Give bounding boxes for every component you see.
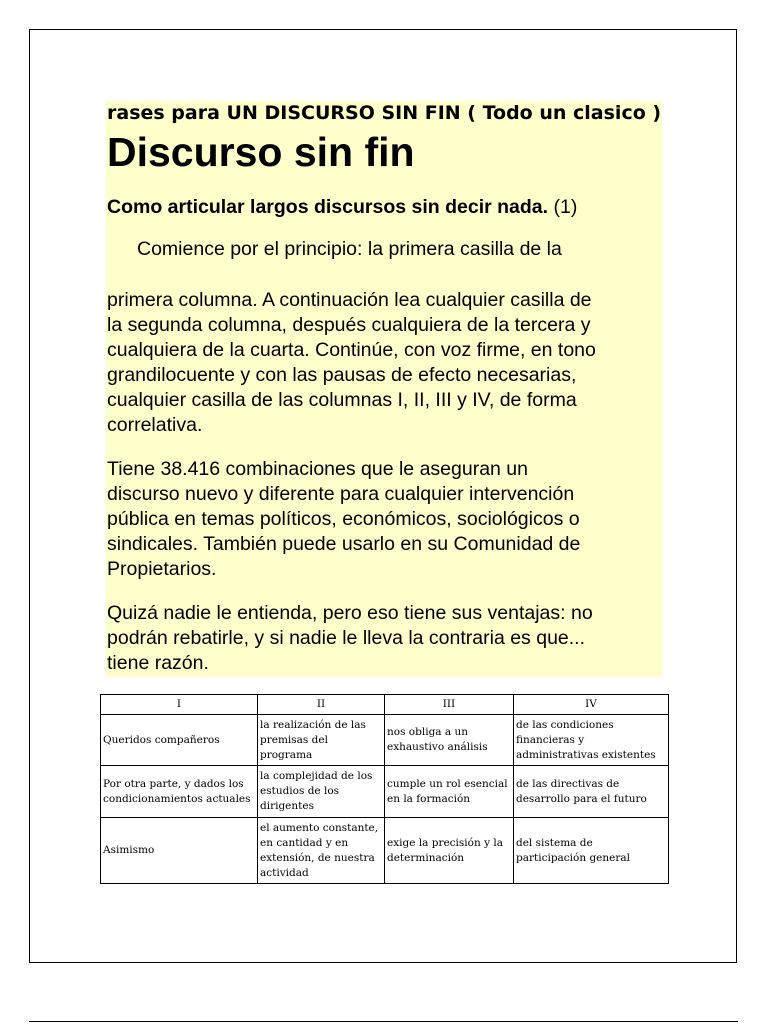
table-cell: Asimismo [101,818,258,884]
table-cell: cumple un rol esencial en la formación [385,766,514,818]
column-header: I [101,695,258,715]
paragraph-line: Quizá nadie le entienda, pero eso tiene sus ventajas: no [107,602,593,624]
paragraph-line: la segunda columna, después cualquiera de la tercera y [107,314,591,336]
paragraph-line: Propietarios. [107,558,217,580]
paragraph-line: cualquiera de la cuarta. Continúe, con voz firme, en tono [107,339,596,361]
table-cell: la complejidad de los estudios de los dirigentes [258,766,385,818]
discourse-table [100,694,669,884]
table-row [101,715,669,766]
paragraph-line: tiene razón. [107,652,209,674]
pretitle: rases para UN DISCURSO SIN FIN ( Todo un clasico ) [107,102,662,124]
paragraph-line: pública en temas políticos, económicos, sociológicos o [107,508,580,530]
table-cell: de las condiciones financieras y administrativas existentes [514,715,669,766]
paragraph-line: cualquier casilla de las columnas I, II, III y IV, de forma [107,389,577,411]
paragraph-line: sindicales. También puede usarlo en su Comunidad de [107,533,581,555]
paragraph-line: discurso nuevo y diferente para cualquier intervención [107,483,575,505]
column-header: IV [514,695,669,715]
paragraph-line: primera columna. A continuación lea cualquier casilla de [107,289,592,311]
table-cell: la realización de las premisas del programa [258,715,385,766]
table-row [101,766,669,818]
intro-paragraph: Comience por el principio: la primera casilla de la [137,238,562,260]
footnote-marker: (1) [553,196,578,218]
table-header-row [101,695,669,715]
paragraph-line: grandilocuente y con las pausas de efecto necesarias, [107,364,577,386]
paragraph-instructions [107,288,663,438]
paragraph-line: correlativa. [107,414,203,436]
table-row [101,818,669,884]
paragraph-line: Tiene 38.416 combinaciones que le aseguran un [107,458,528,480]
table-cell: de las directivas de desarrollo para el futuro [514,766,669,818]
table-cell: Queridos compañeros [101,715,258,766]
table-cell: exige la precisión y la determinación [385,818,514,884]
subtitle [107,193,667,221]
paragraph-conclusion [107,601,663,676]
table-cell: Por otra parte, y dados los condicionamientos actuales [101,766,258,818]
column-header: II [258,695,385,715]
column-header: III [385,695,514,715]
page-title: Discurso sin fin [107,129,415,175]
paragraph-line: podrán rebatirle, y si nadie le lleva la contraria es que... [107,627,586,649]
table-cell: del sistema de participación general [514,818,669,884]
table-cell: nos obliga a un exhaustivo análisis [385,715,514,766]
subtitle-bold: Como articular largos discursos sin decir nada. [107,196,549,218]
table-cell: el aumento constante, en cantidad y en extensión, de nuestra actividad [258,818,385,884]
page-bottom-divider [29,1021,738,1022]
paragraph-combinations [107,457,663,582]
